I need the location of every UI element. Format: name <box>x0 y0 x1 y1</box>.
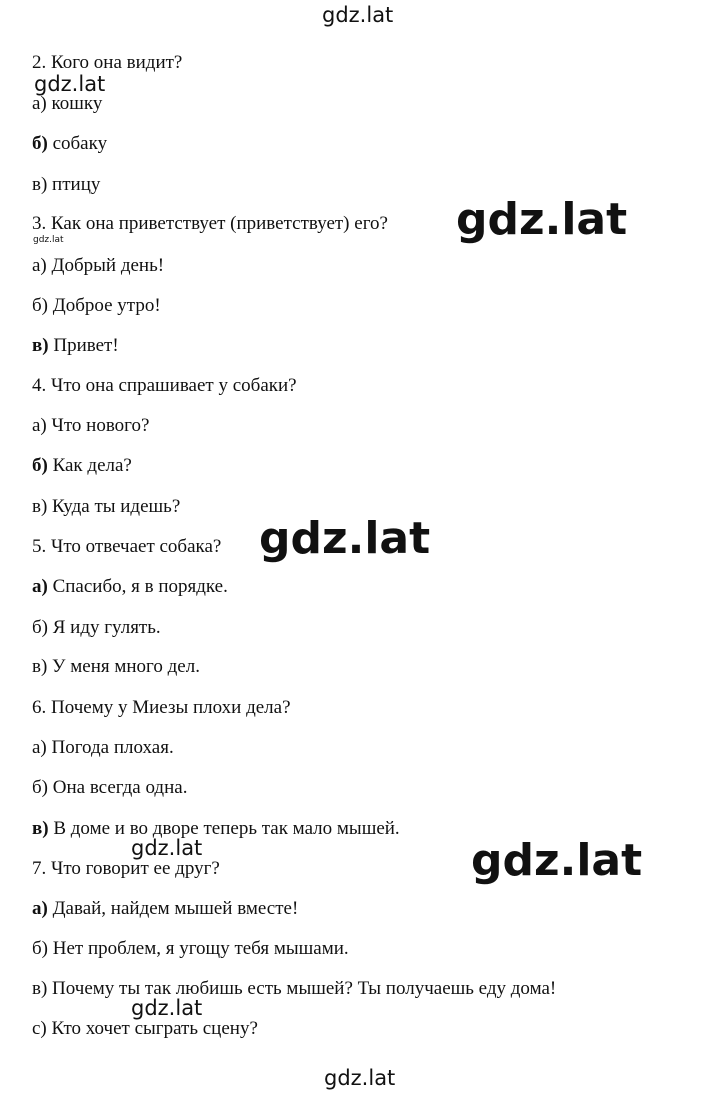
watermark-top: gdz.lat <box>322 3 394 27</box>
question-4: 4. Что она спрашивает у собаки? <box>32 375 297 396</box>
watermark-tiny: gdz.lat <box>33 235 64 245</box>
question-6: 6. Почему у Миезы плохи дела? <box>32 697 291 718</box>
answer-4b: б) Как дела? <box>32 455 132 476</box>
question-5: 5. Что отвечает собака? <box>32 536 222 557</box>
watermark-mid: gdz.lat <box>131 836 203 860</box>
watermark-large-2: gdz.lat <box>259 513 431 564</box>
watermark-lower: gdz.lat <box>131 996 203 1020</box>
answer-6c: в) В доме и во дворе теперь так мало мышей. <box>32 818 400 839</box>
answer-5b: б) Я иду гулять. <box>32 617 161 638</box>
answer-3c: в) Привет! <box>32 335 119 356</box>
answer-4c: в) Куда ты идешь? <box>32 496 181 517</box>
answer-7d: с) Кто хочет сыграть сцену? <box>32 1018 258 1039</box>
question-3: 3. Как она приветствует (приветствует) его? <box>32 213 388 234</box>
answer-4a: а) Что нового? <box>32 415 150 436</box>
answer-7b: б) Нет проблем, я угощу тебя мышами. <box>32 938 349 959</box>
answer-6a: а) Погода плохая. <box>32 737 174 758</box>
answer-2b: б) собаку <box>32 133 108 154</box>
question-7: 7. Что говорит ее друг? <box>32 858 220 879</box>
answer-7c: в) Почему ты так любишь есть мышей? Ты получаешь еду дома! <box>32 978 557 999</box>
watermark-bottom: gdz.lat <box>324 1066 396 1090</box>
answer-5a: а) Спасибо, я в порядке. <box>32 576 228 597</box>
answer-5c: в) У меня много дел. <box>32 656 200 677</box>
answer-3b: б) Доброе утро! <box>32 295 161 316</box>
answer-6b: б) Она всегда одна. <box>32 777 188 798</box>
answer-2a: а) кошку <box>32 93 103 114</box>
answer-7a: а) Давай, найдем мышей вместе! <box>32 898 299 919</box>
watermark-left-upper: gdz.lat <box>34 72 106 96</box>
question-2: 2. Кого она видит? <box>32 52 183 73</box>
answer-2c: в) птицу <box>32 174 101 195</box>
answer-3a: а) Добрый день! <box>32 255 165 276</box>
watermark-large-3: gdz.lat <box>471 835 643 886</box>
watermark-large-1: gdz.lat <box>456 194 628 245</box>
